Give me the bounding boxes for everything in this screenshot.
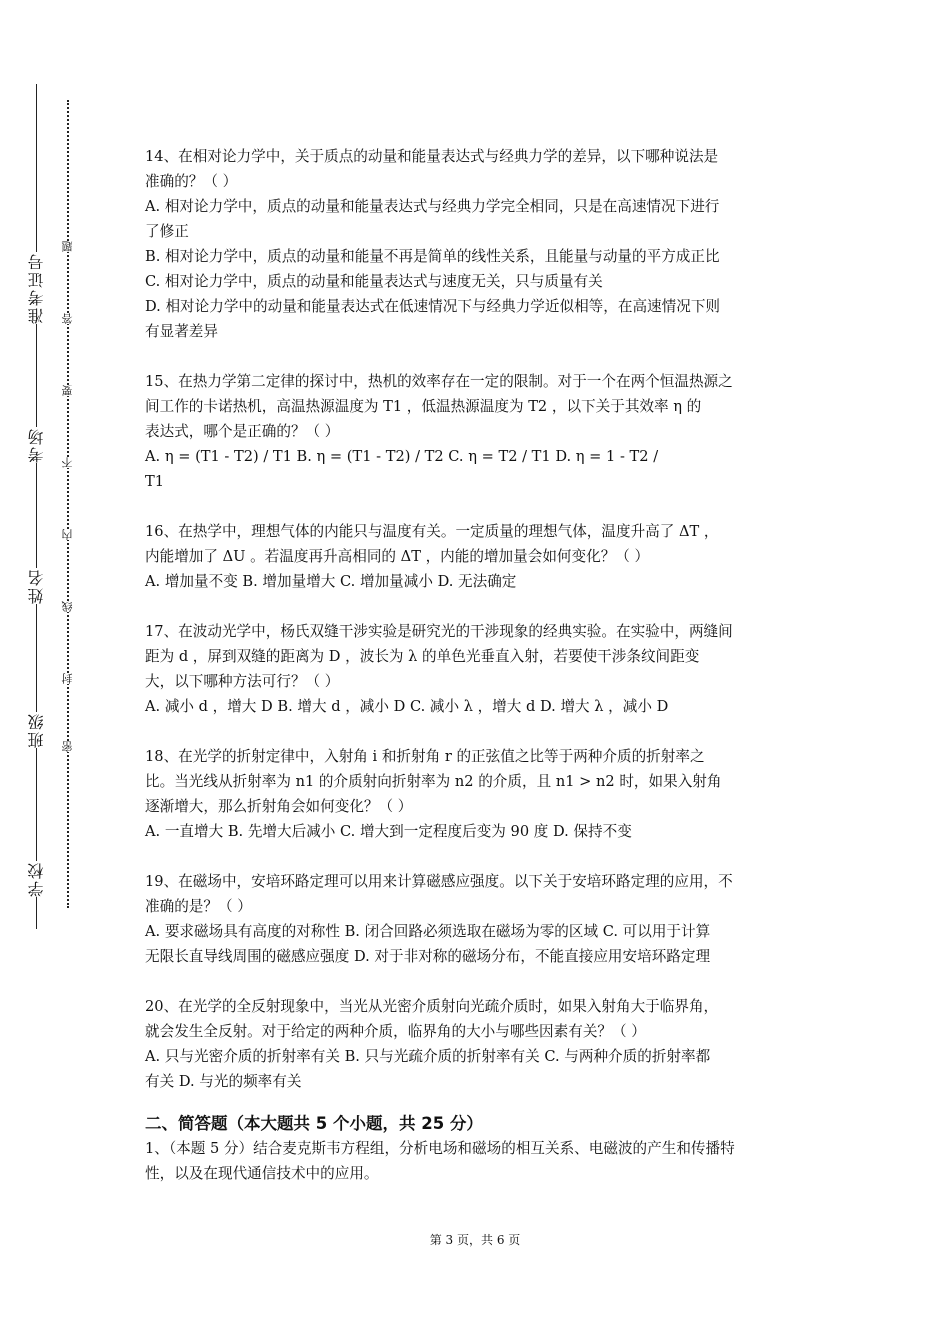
seal-char: 封	[57, 673, 79, 684]
field-class: 班级	[22, 712, 52, 748]
question-line: 大，以下哪种方法可行？（ ）	[145, 673, 340, 690]
question-line: 1、（本题 5 分）结合麦克斯韦方程组，分析电场和磁场的相互关系、电磁波的产生和传播特	[145, 1140, 735, 1157]
option-line: A. 增加量不变 B. 增加量增大 C. 增加量减小 D. 无法确定	[145, 573, 517, 590]
question-17	[145, 619, 810, 719]
question-line: 表达式，哪个是正确的？（ ）	[145, 423, 340, 440]
seal-char: 不	[57, 457, 79, 468]
question-16	[145, 519, 810, 594]
question-15	[145, 369, 810, 494]
seal-char: 题	[57, 241, 79, 252]
seal-char: 内	[57, 529, 79, 540]
option-line: A. 一直增大 B. 先增大后减小 C. 增大到一定程度后变为 90 度 D. 保持不变	[145, 823, 632, 840]
field-school: 学校	[22, 861, 52, 897]
exam-content	[145, 144, 810, 1211]
option-line: 无限长直导线周围的磁感应强度 D. 对于非对称的磁场分布，不能直接应用安培环路定理	[145, 948, 711, 965]
short-answer-1	[145, 1136, 810, 1186]
question-18	[145, 744, 810, 844]
field-exam-room: 考场	[22, 427, 52, 463]
question-19	[145, 869, 810, 969]
option-line: A. 减小 d ，增大 D B. 增大 d ，减小 D C. 减小 λ ，增大 d D. 增大 λ ，减小 D	[145, 698, 669, 715]
field-exam-number: 准考证号	[22, 252, 52, 324]
seal-char: 答	[57, 313, 79, 324]
question-line: 内能增加了 ΔU 。若温度再升高相同的 ΔT ，内能的增加量会如何变化？（ ）	[145, 548, 650, 565]
question-line: 18、在光学的折射定律中，入射角 i 和折射角 r 的正弦值之比等于两种介质的折射率之	[145, 748, 705, 765]
question-14	[145, 144, 810, 344]
option-line: A. η = (T1 - T2) / T1 B. η = (T1 - T2) / T2 C. η = T2 / T1 D. η = 1 - T2 /	[145, 448, 659, 465]
seal-char: 线	[57, 601, 79, 612]
seal-char: 要	[57, 385, 79, 396]
option-line: B. 相对论力学中，质点的动量和能量不再是简单的线性关系，且能量与动量的平方成正比	[145, 248, 720, 265]
binding-fields	[22, 0, 52, 1344]
question-line: 间工作的卡诺热机，高温热源温度为 T1 ，低温热源温度为 T2 ，以下关于其效率 η 的	[145, 398, 702, 415]
question-line: 性，以及在现代通信技术中的应用。	[145, 1165, 379, 1182]
option-line: A. 只与光密介质的折射率有关 B. 只与光疏介质的折射率有关 C. 与两种介质的折射率都	[145, 1048, 711, 1065]
question-line: 逐渐增大，那么折射角会如何变化？（ ）	[145, 798, 413, 815]
question-line: 15、在热力学第二定律的探讨中，热机的效率存在一定的限制。对于一个在两个恒温热源之	[145, 373, 733, 390]
question-line: 16、在热学中，理想气体的内能只与温度有关。一定质量的理想气体，温度升高了 ΔT ，	[145, 523, 719, 540]
option-line: A. 要求磁场具有高度的对称性 B. 闭合回路必须选取在磁场为零的区域 C. 可以用于计算	[145, 923, 711, 940]
option-line: A. 相对论力学中，质点的动量和能量表达式与经典力学完全相同，只是在高速情况下进行	[145, 198, 720, 215]
seal-char: 密	[57, 741, 79, 752]
section-title: 二、简答题（本大题共 5 个小题，共 25 分）	[145, 1114, 483, 1133]
seal-line-text	[57, 0, 79, 1344]
question-line: 20、在光学的全反射现象中，当光从光密介质射向光疏介质时，如果入射角大于临界角，	[145, 998, 719, 1015]
option-line: D. 相对论力学中的动量和能量表达式在低速情况下与经典力学近似相等，在高速情况下则	[145, 298, 721, 315]
option-line: 了修正	[145, 223, 189, 240]
page-number: 第 3 页，共 6 页	[429, 1233, 521, 1247]
question-line: 比。当光线从折射率为 n1 的介质射向折射率为 n2 的介质，且 n1 > n2 时，如果入射角	[145, 773, 722, 790]
question-20	[145, 994, 810, 1094]
field-name: 姓名	[22, 568, 52, 604]
question-line: 准确的是？（ ）	[145, 898, 252, 915]
option-line: 有显著差异	[145, 323, 218, 340]
question-line: 14、在相对论力学中，关于质点的动量和能量表达式与经典力学的差异，以下哪种说法是	[145, 148, 719, 165]
option-line: 有关 D. 与光的频率有关	[145, 1073, 302, 1090]
question-line: 就会发生全反射。对于给定的两种介质，临界角的大小与哪些因素有关？（ ）	[145, 1023, 646, 1040]
question-line: 距为 d ，屏到双缝的距离为 D ，波长为 λ 的单色光垂直入射，若要使干涉条纹间距变	[145, 648, 700, 665]
option-line: T1	[145, 473, 165, 490]
question-line: 准确的？（ ）	[145, 173, 238, 190]
question-line: 17、在波动光学中，杨氏双缝干涉实验是研究光的干涉现象的经典实验。在实验中，两缝间	[145, 623, 733, 640]
question-line: 19、在磁场中，安培环路定理可以用来计算磁感应强度。以下关于安培环路定理的应用，不	[145, 873, 733, 890]
option-line: C. 相对论力学中，质点的动量和能量表达式与速度无关，只与质量有关	[145, 273, 603, 290]
